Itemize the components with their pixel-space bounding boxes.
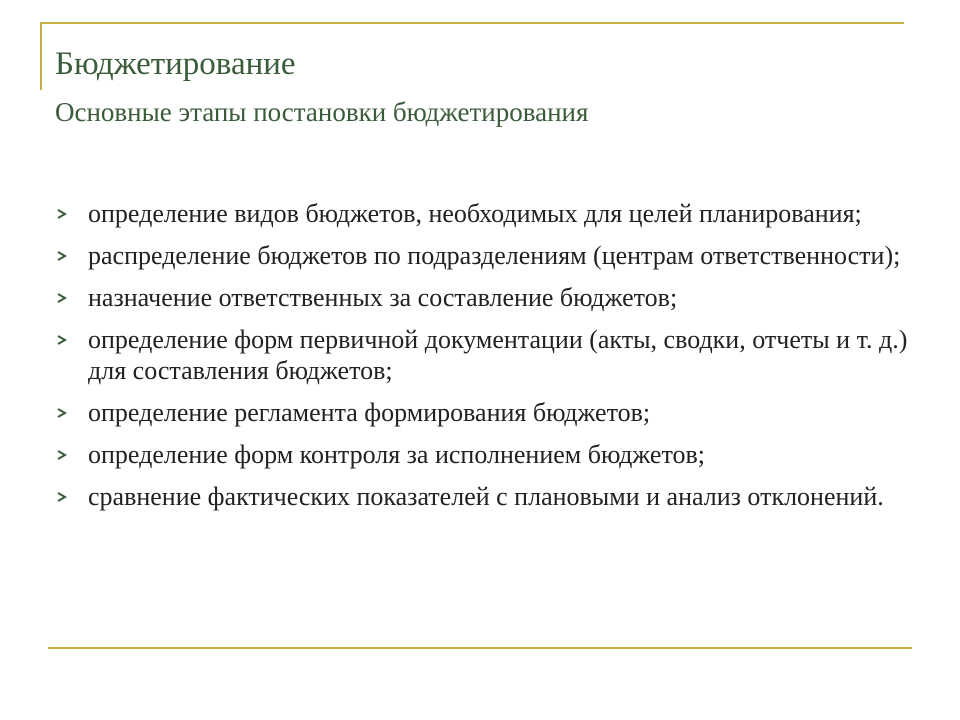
- chevron-right-icon: [55, 286, 69, 310]
- list-item-text: определение форм контроля за исполнением бюджетов;: [88, 440, 705, 469]
- list-item-text: определение регламента формирования бюджетов;: [88, 398, 651, 427]
- bullet-list: [52, 198, 912, 523]
- chevron-right-icon: [55, 328, 69, 352]
- bottom-accent-line: [48, 647, 912, 649]
- list-item: [52, 198, 912, 229]
- list-item: [52, 282, 912, 313]
- slide-subtitle: Основные этапы постановки бюджетирования: [55, 97, 589, 127]
- list-item: [52, 481, 912, 512]
- chevron-right-icon: [55, 202, 69, 226]
- chevron-right-icon: [55, 485, 69, 509]
- list-item: [52, 240, 912, 271]
- list-item: [52, 324, 912, 386]
- list-item: [52, 397, 912, 428]
- list-item: [52, 439, 912, 470]
- list-item-text: определение видов бюджетов, необходимых для целей планирования;: [88, 199, 862, 228]
- chevron-right-icon: [55, 244, 69, 268]
- list-item-text: распределение бюджетов по подразделениям (центрам ответственности);: [88, 241, 901, 270]
- top-accent-line: [40, 22, 904, 24]
- list-item-text: определение форм первичной документации (акты, сводки, отчеты и т. д.) для составления бюджетов;: [88, 325, 908, 385]
- list-item-text: сравнение фактических показателей с плановыми и анализ отклонений.: [88, 482, 884, 511]
- chevron-right-icon: [55, 401, 69, 425]
- list-item-text: назначение ответственных за составление бюджетов;: [88, 283, 678, 312]
- chevron-right-icon: [55, 443, 69, 467]
- left-accent-line: [40, 22, 42, 90]
- slide-title: Бюджетирование: [55, 46, 296, 82]
